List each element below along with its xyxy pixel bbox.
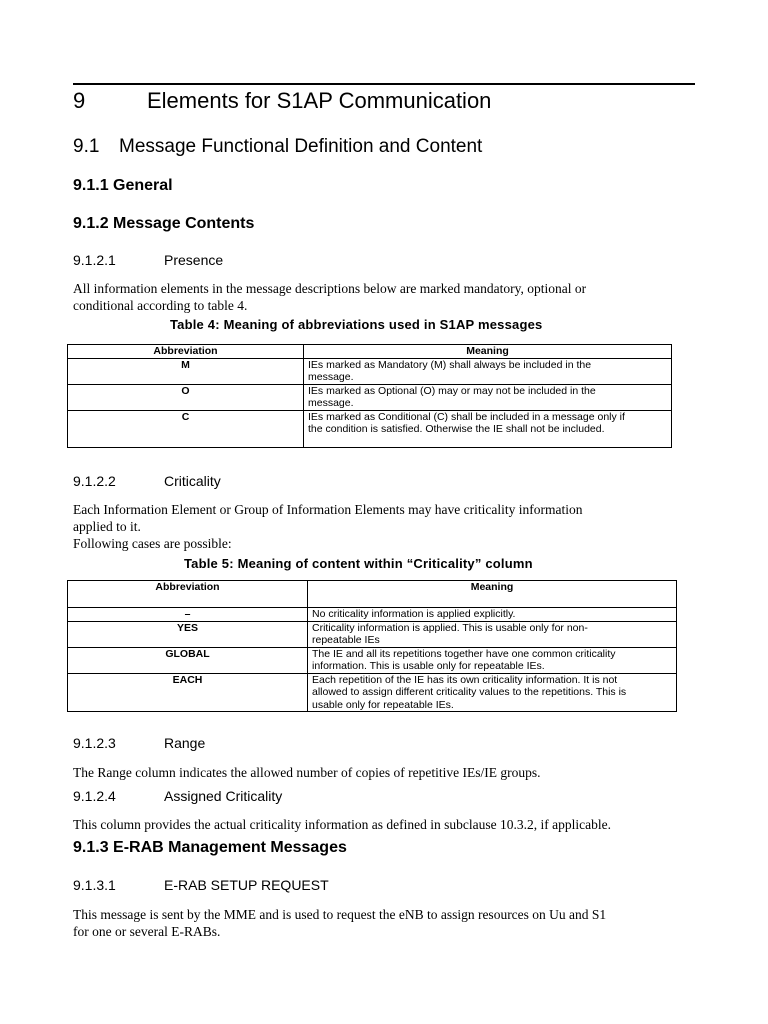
section-9-1-2-4-number: 9.1.2.4 [73,788,116,804]
criticality-paragraph [73,501,582,552]
section-9-1-2-1-title: Presence [164,252,224,268]
meaning-line: IEs marked as Mandatory (M) shall always be included in the [308,358,592,371]
section-9-1-2-2-number: 9.1.2.2 [73,473,116,489]
section-9-1-2-1-number: 9.1.2.1 [73,252,116,268]
section-9-1-2-3-number: 9.1.2.3 [73,735,116,751]
header-abbreviation: Abbreviation [68,345,304,359]
erab-setup-paragraph [73,906,606,940]
table-row [68,358,672,384]
erab-setup-line: for one or several E-RABs. [73,924,221,939]
section-9-1-1-heading: 9.1.1 General [73,177,173,194]
meaning-cell [308,621,677,647]
range-paragraph: The Range column indicates the allowed number of copies of repetitive IEs/IE groups. [73,765,541,780]
meaning-line: information. This is usable only for repeatable IEs. [312,660,545,672]
section-9-number: 9 [73,88,86,113]
section-9-1-number: 9.1 [73,136,100,157]
abbr-cell: – [68,608,308,622]
meaning-cell [308,608,677,622]
section-9-1-title: Message Functional Definition and Content [119,136,483,157]
meaning-cell [308,647,677,673]
meaning-cell [304,358,672,384]
meaning-cell [308,673,677,712]
header-abbreviation: Abbreviation [68,581,308,608]
table-row [68,384,672,410]
presence-line: conditional according to table 4. [73,298,248,313]
meaning-line: allowed to assign different criticality values to the repetitions. This is [312,686,627,698]
table-4-caption: Table 4: Meaning of abbreviations used in S1AP messages [170,317,543,332]
criticality-line: Each Information Element or Group of Information Elements may have criticality information [73,502,583,517]
table-row [68,608,677,622]
meaning-line: message. [308,397,354,409]
section-9-1-2-heading: 9.1.2 Message Contents [73,215,255,232]
table-row [68,647,677,673]
meaning-line: message. [308,371,354,383]
section-9-1-2-3-title: Range [164,735,206,751]
section-9-1-3-1-title: E-RAB SETUP REQUEST [164,877,329,893]
table-5 [67,580,677,712]
meaning-line: IEs marked as Optional (O) may or may not be included in the [308,384,596,397]
meaning-line: the condition is satisfied. Otherwise the IE shall not be included. [308,423,605,435]
presence-line: All information elements in the message descriptions below are marked mandatory, optional or [73,281,587,296]
table-4 [67,344,672,448]
header-meaning: Meaning [308,581,677,608]
criticality-line: applied to it. [73,519,141,534]
abbr-cell: EACH [68,673,308,712]
meaning-line: No criticality information is applied explicitly. [312,608,516,620]
table-header-row [68,345,672,359]
abbr-cell: M [68,358,304,384]
assigned-criticality-paragraph: This column provides the actual criticality information as defined in subclause 10.3.2, if applicable. [73,817,611,832]
abbr-cell: C [68,410,304,447]
meaning-line: IEs marked as Conditional (C) shall be included in a message only if [308,410,625,423]
meaning-cell [304,410,672,447]
erab-setup-line: This message is sent by the MME and is used to request the eNB to assign resources on Uu and S1 [73,907,607,922]
meaning-line: Each repetition of the IE has its own criticality information. It is not [312,673,618,686]
meaning-line: repeatable IEs [312,634,380,646]
top-rule [73,83,695,85]
meaning-line: Criticality information is applied. This is usable only for non- [312,621,588,634]
section-9-1-3-1-number: 9.1.3.1 [73,877,116,893]
abbr-cell: GLOBAL [68,647,308,673]
meaning-cell [304,384,672,410]
table-header-row [68,581,677,608]
meaning-line: The IE and all its repetitions together have one common criticality [312,647,616,660]
section-9-1-2-2-title: Criticality [164,473,221,489]
presence-paragraph [73,280,586,314]
table-row [68,673,677,712]
table-row [68,410,672,447]
table-5-caption: Table 5: Meaning of content within “Criticality” column [184,556,533,571]
abbr-cell: O [68,384,304,410]
criticality-line: Following cases are possible: [73,536,232,551]
section-9-1-2-4-title: Assigned Criticality [164,788,283,804]
table-row [68,621,677,647]
meaning-line: usable only for repeatable IEs. [312,698,454,711]
header-meaning: Meaning [304,345,672,359]
abbr-cell: YES [68,621,308,647]
section-9-title: Elements for S1AP Communication [147,88,492,113]
section-9-1-3-heading: 9.1.3 E-RAB Management Messages [73,839,347,856]
